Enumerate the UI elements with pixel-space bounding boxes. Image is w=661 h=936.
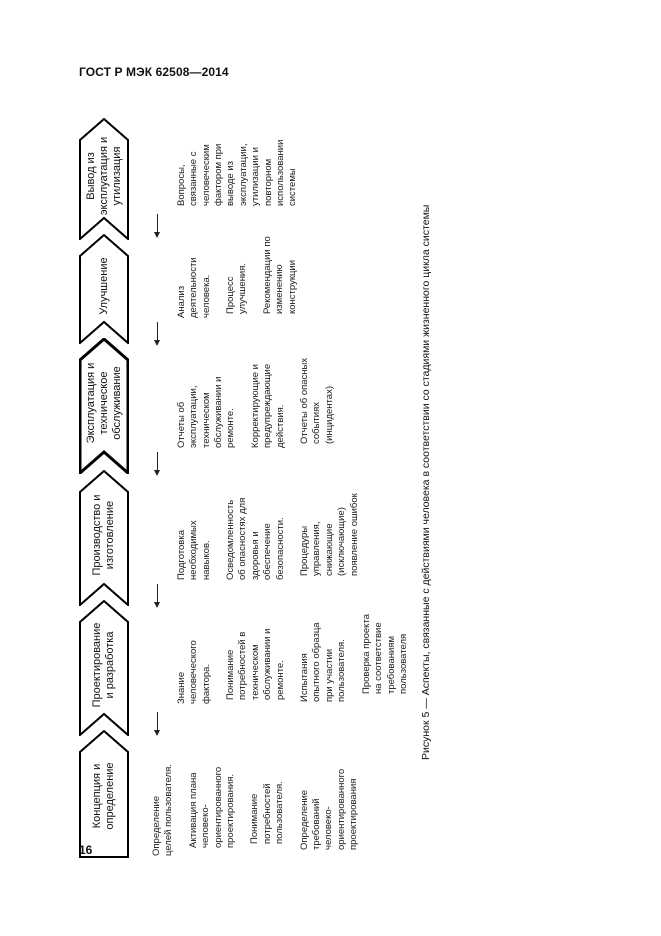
stage-improvement-item: Рекомендации по изменению конструкции bbox=[261, 236, 298, 314]
arrow-left-icon bbox=[157, 452, 158, 470]
stage-operation-item: Отчеты об опасных событиях (инцидентах) bbox=[299, 357, 335, 444]
stage-design-item: Испытания опытного образца при участии пользователя. bbox=[299, 622, 348, 702]
stage-design-item: Понимание потребностей в техническом обслуживании и ремонте. bbox=[225, 628, 286, 700]
arrow-left-icon bbox=[157, 584, 158, 602]
stage-operation-items bbox=[151, 333, 348, 448]
stage-design-title: Проектирование и разработка bbox=[91, 622, 116, 708]
stage-production-item-text: Подготовка необходимых навыков. bbox=[175, 520, 212, 580]
stage-concept-title: Концепция и определение bbox=[91, 762, 116, 830]
stage-design-chevron bbox=[79, 600, 129, 736]
stage-concept-item: Понимание потребностей пользователя. bbox=[249, 781, 286, 844]
stage-improvement-item bbox=[151, 218, 213, 318]
stage-concept-item: Определение целей пользователя. bbox=[151, 764, 175, 856]
page-number: 16 bbox=[79, 843, 93, 857]
stage-disposal-items bbox=[151, 120, 312, 206]
stage-improvement-item-text: Анализ деятельности человека. bbox=[175, 257, 212, 318]
stage-improvement-item: Процесс улучшения. bbox=[225, 262, 249, 314]
stage-production-title: Производство и изготовление bbox=[91, 494, 116, 576]
stage-production-chevron bbox=[79, 470, 129, 606]
stage-production-item: Процедуры управления, снижающие (исключающие) появление ошибок bbox=[299, 493, 360, 576]
stage-disposal-item bbox=[151, 120, 300, 206]
stage-disposal-chevron bbox=[79, 118, 129, 240]
stage-operation-item-text: Отчеты об эксплуатации, техническом обслуживании и ремонте. bbox=[175, 376, 237, 448]
stage-design-item bbox=[151, 594, 213, 704]
stage-design-item-text: Знание человеческого фактора. bbox=[175, 640, 212, 704]
figure-caption: Рисунок 5 — Аспекты, связанные с действиями человека в соответствии со стадиями жизненного цикла системы bbox=[420, 204, 432, 760]
stage-production-items bbox=[151, 470, 373, 580]
stage-design-items bbox=[151, 594, 422, 704]
stage-operation-item bbox=[151, 333, 238, 448]
stage-improvement-title: Улучшение bbox=[97, 257, 110, 315]
stage-improvement-items bbox=[151, 218, 311, 318]
stage-disposal-title: Вывод из эксплуатация и утилизация bbox=[84, 136, 123, 216]
stage-improvement-chevron bbox=[79, 234, 129, 344]
arrow-left-icon bbox=[157, 712, 158, 730]
stage-concept-chevron bbox=[79, 730, 129, 858]
stage-concept-item: Определение требований человеко- ориентированного проектирования bbox=[298, 768, 360, 850]
stage-production-item: Осведомленность об опасностях для здоровья и обеспечение безопасности. bbox=[225, 497, 286, 580]
stage-disposal-item-text: Вопросы, связанные с человеческим фактором при выводе из эксплуатации, утилизации и повторном использовании системы bbox=[175, 139, 299, 206]
stage-concept-item: Активация плана человеко- ориентированного проектирования. bbox=[187, 766, 237, 848]
stage-concept-items bbox=[151, 736, 373, 856]
stage-operation-title: Эксплуатация и техническое обслуживание bbox=[84, 362, 123, 444]
arrow-left-icon bbox=[157, 322, 158, 340]
stage-production-item bbox=[151, 470, 213, 580]
stage-design-item: Проверка проекта на соответствие требованиям пользователя bbox=[360, 614, 409, 694]
stage-operation-chevron bbox=[79, 338, 129, 474]
stage-operation-item: Корректирующие и предупреждающие действия. bbox=[249, 363, 286, 448]
lifecycle-figure bbox=[75, 118, 415, 858]
arrow-left-icon bbox=[157, 214, 158, 232]
document-header: ГОСТ Р МЭК 62508—2014 bbox=[79, 65, 229, 79]
